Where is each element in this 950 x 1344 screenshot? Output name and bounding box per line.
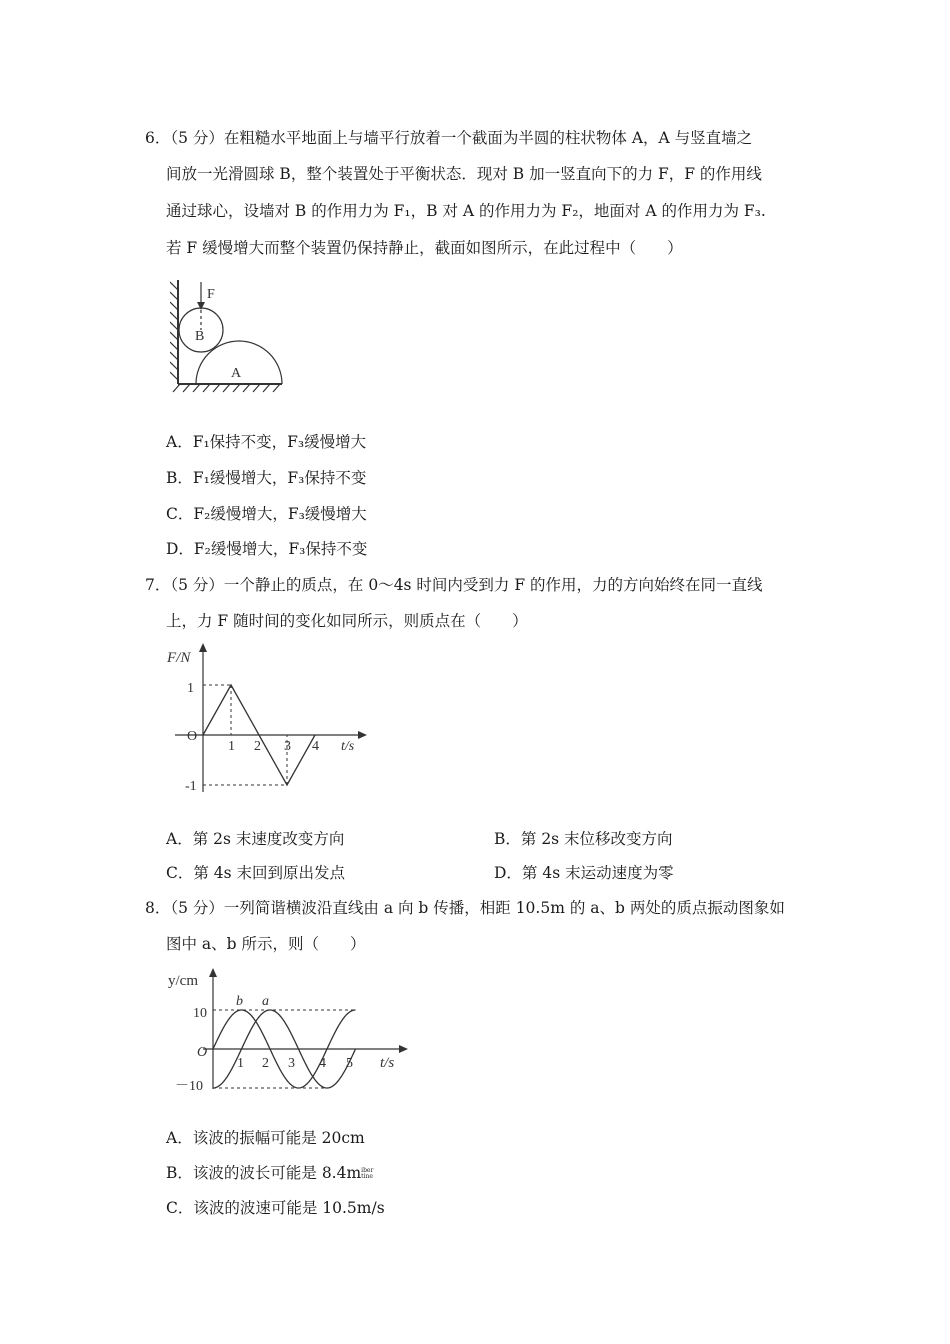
q6-option-b[interactable]: B．F₁缓慢增大，F₃保持不变 [166, 469, 367, 487]
q8-option-a[interactable]: A．该波的振幅可能是 20cm [166, 1129, 365, 1147]
q8-origin: O [197, 1045, 208, 1060]
q8-line-1: 8．（5 分）一列简谐横波沿直线由 a 向 b 传播，相距 10.5m 的 a、b 两处的质点振动图象如 [145, 899, 785, 917]
q8-option-c[interactable]: C．该波的波速可能是 10.5m/s [166, 1199, 385, 1217]
q8-ytick-10: 10 [193, 1006, 207, 1021]
q6-figure [170, 278, 290, 398]
q8-option-b-text: B．该波的波长可能是 8.4m [166, 1164, 362, 1182]
q8-artifact-sup: iber [361, 1167, 374, 1174]
q7-force-graph [165, 640, 370, 805]
q8-option-b[interactable] [166, 1163, 373, 1183]
q8-ylabel: y/cm [168, 973, 198, 989]
q7-ytick-neg1: -1 [185, 779, 197, 794]
q6-option-c[interactable]: C．F₂缓慢增大，F₃缓慢增大 [166, 505, 367, 523]
q7-xlabel: t/s [341, 739, 355, 754]
q8-label-b: b [236, 994, 243, 1009]
q8-vibration-graph [165, 965, 410, 1095]
q8-xtick-3: 3 [288, 1056, 295, 1071]
q7-xtick-3: 3 [284, 739, 291, 754]
wall-hatch [170, 282, 178, 290]
q6-line-2: 间放一光滑圆球 B，整个装置处于平衡状态．现对 B 加一竖直向下的力 F，F 的作用线 [166, 165, 762, 183]
label-F: F [207, 287, 215, 302]
q8-ytick-neg10: －10 [175, 1079, 203, 1094]
q6-line-3: 通过球心，设墙对 B 的作用力为 F₁，B 对 A 的作用力为 F₂，地面对 A 的作用力为 F₃. [166, 202, 766, 220]
q8-xtick-2: 2 [262, 1056, 269, 1071]
q8-line-2: 图中 a、b 所示，则（ ） [166, 935, 366, 953]
q7-option-b[interactable]: B．第 2s 末位移改变方向 [494, 830, 673, 848]
q7-option-c[interactable]: C．第 4s 末回到原出发点 [166, 864, 346, 882]
q6-line-4: 若 F 缓慢增大而整个装置仍保持静止，截面如图所示，在此过程中（ ） [166, 239, 683, 257]
q8-xtick-4: 4 [319, 1056, 326, 1071]
q7-line-2: 上，力 F 随时间的变化如同所示，则质点在（ ） [166, 612, 528, 630]
q7-xtick-2: 2 [254, 739, 261, 754]
q6-option-d[interactable]: D．F₂缓慢增大，F₃保持不变 [166, 540, 368, 558]
q7-line-1: 7．（5 分）一个静止的质点，在 0～4s 时间内受到力 F 的作用，力的方向始终在同一直线 [145, 576, 763, 594]
q7-xtick-4: 4 [312, 739, 319, 754]
q7-option-d[interactable]: D．第 4s 末运动速度为零 [494, 864, 674, 882]
q7-ytick-1: 1 [187, 681, 194, 696]
q8-artifact [361, 1168, 373, 1180]
q8-artifact-sub: tine [361, 1173, 373, 1180]
label-A: A [231, 366, 242, 381]
q7-option-a[interactable]: A．第 2s 末速度改变方向 [166, 830, 345, 848]
q8-xtick-1: 1 [237, 1056, 244, 1071]
q6-line-1: 6．（5 分）在粗糙水平地面上与墙平行放着一个截面为半圆的柱状物体 A，A 与竖直墙之 [145, 129, 753, 147]
q7-origin: O [187, 729, 198, 744]
q6-option-a[interactable]: A．F₁保持不变，F₃缓慢增大 [166, 433, 367, 451]
label-B: B [195, 329, 205, 344]
q8-xlabel: t/s [380, 1055, 395, 1071]
q7-xtick-1: 1 [228, 739, 235, 754]
q8-xtick-5: 5 [346, 1056, 353, 1071]
ground-hatch [173, 384, 180, 392]
q7-ylabel: F/N [167, 650, 191, 666]
q8-label-a: a [262, 994, 269, 1009]
